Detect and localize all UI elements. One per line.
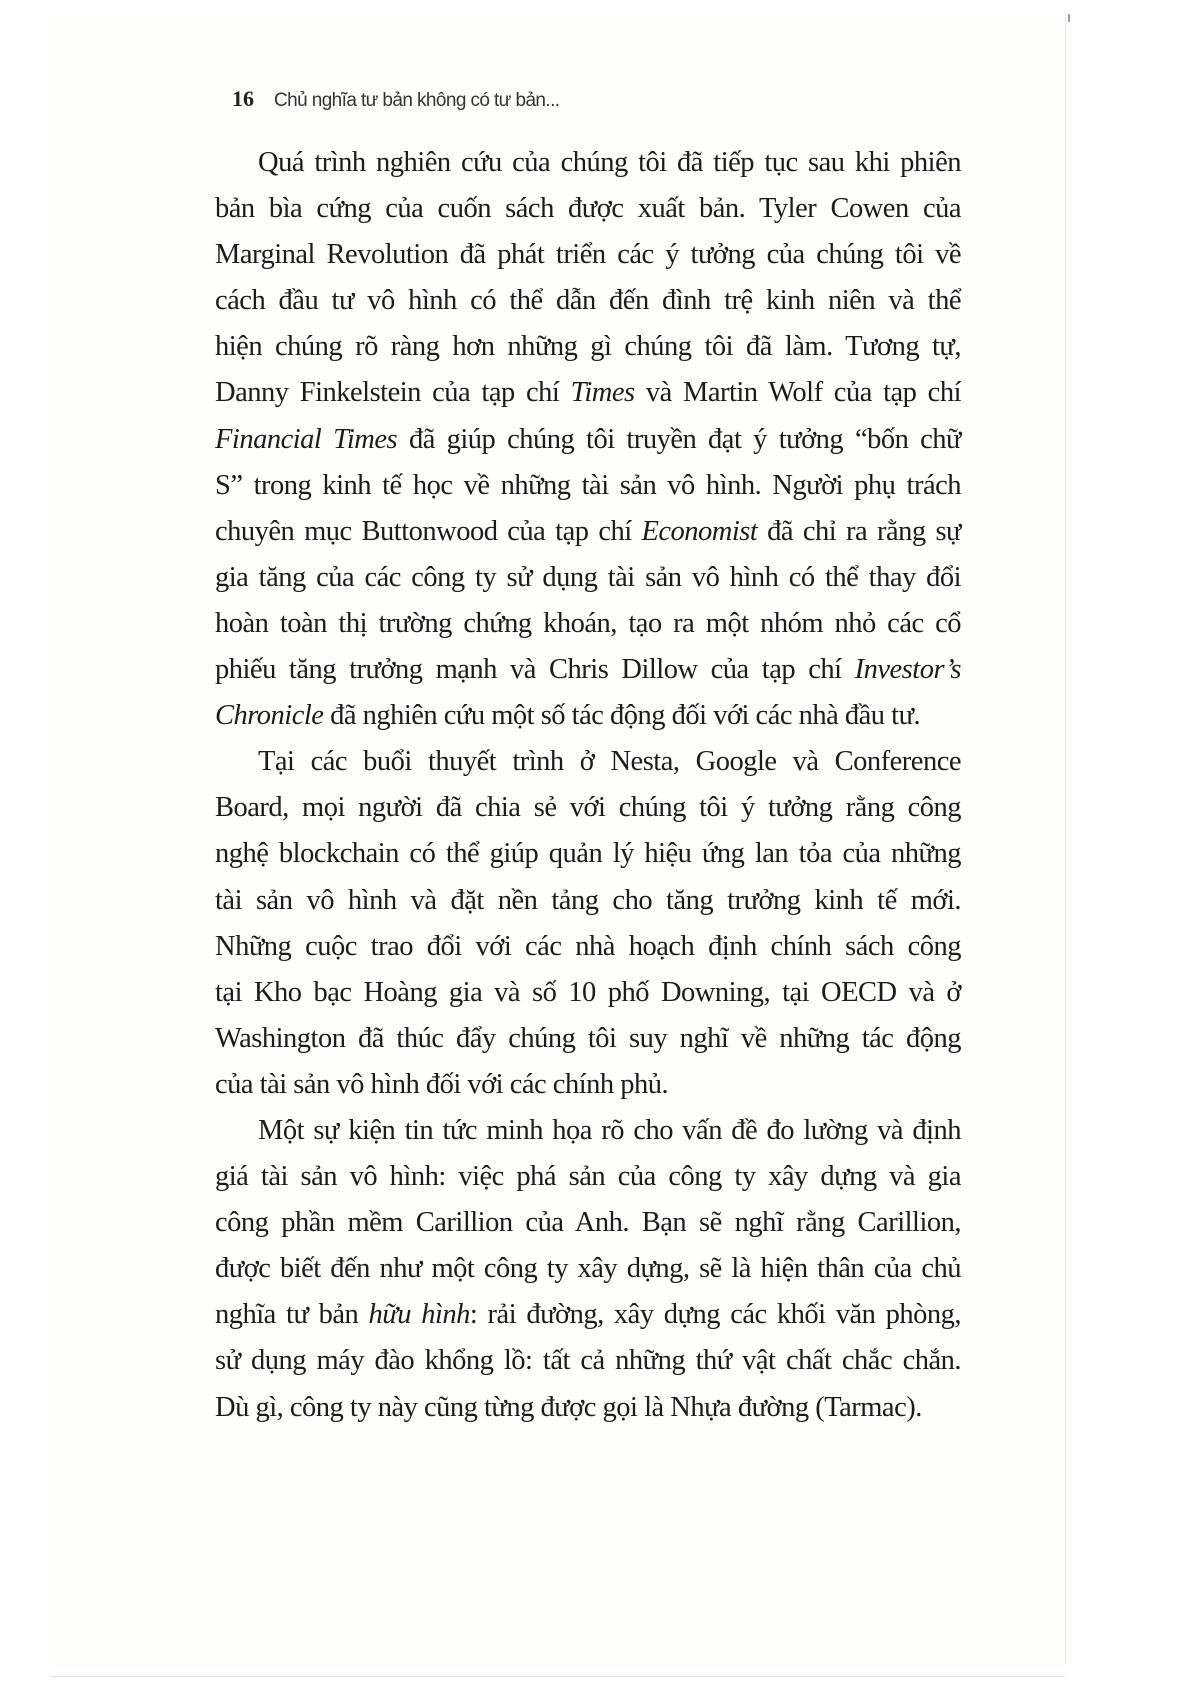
text-segment: : rải đường, xây dựng các khối văn phòng, xyxy=(469,1299,961,1331)
text-segment: hiện chúng rõ ràng hơn những gì chúng tôi đã làm. Tương tự, xyxy=(215,331,961,363)
page-number: 16 xyxy=(232,86,254,111)
text-segment: Marginal Revolution đã phát triển các ý tưởng của chúng tôi về xyxy=(215,239,961,271)
text-segment: Tại các buổi thuyết trình ở Nesta, Google và Conference xyxy=(258,746,961,778)
text-line xyxy=(215,324,961,370)
text-line xyxy=(215,831,961,877)
text-line xyxy=(215,739,961,785)
text-segment: Một sự kiện tin tức minh họa rõ cho vấn đề đo lường và định xyxy=(258,1114,961,1146)
text-segment: Những cuộc trao đổi với các nhà hoạch định chính sách công xyxy=(215,930,961,962)
text-segment: nghĩa tư bản xyxy=(215,1299,369,1331)
text-line xyxy=(215,1062,961,1108)
text-line xyxy=(215,370,961,416)
text-segment: hoàn toàn thị trường chứng khoán, tạo ra một nhóm nhỏ các cổ xyxy=(215,607,961,639)
text-segment: đã chỉ ra rằng sự xyxy=(757,515,961,547)
text-line xyxy=(215,924,961,970)
text-line xyxy=(215,278,961,324)
text-line xyxy=(215,785,961,831)
text-segment: Washington đã thúc đẩy chúng tôi suy nghĩ về những tác động xyxy=(215,1022,961,1054)
text-line xyxy=(215,1338,961,1384)
text-line xyxy=(215,970,961,1016)
page-edge-bottom xyxy=(50,1676,1065,1677)
text-line xyxy=(215,601,961,647)
text-segment: chuyên mục Buttonwood của tạp chí xyxy=(215,515,642,547)
text-segment: nghệ blockchain có thể giúp quản lý hiệu ứng lan tỏa của những xyxy=(215,838,961,870)
text-line xyxy=(215,509,961,555)
text-segment: cách đầu tư vô hình có thể dẫn đến đình trệ kinh niên và thể xyxy=(215,285,961,317)
text-line xyxy=(215,1200,961,1246)
text-line xyxy=(215,463,961,509)
text-segment: đã nghiên cứu một số tác động đối với các nhà đầu tư. xyxy=(323,700,921,732)
text-segment: gia tăng của các công ty sử dụng tài sản vô hình có thể thay đổi xyxy=(215,561,961,593)
text-segment: tài sản vô hình và đặt nền tảng cho tăng trưởng kinh tế mới. xyxy=(215,884,961,916)
text-segment: Danny Finkelstein của tạp chí xyxy=(215,377,571,409)
paragraph xyxy=(215,739,961,1108)
italic-text: hữu hình xyxy=(368,1299,470,1331)
text-line xyxy=(215,1246,961,1292)
text-line xyxy=(215,555,961,601)
text-line xyxy=(215,878,961,924)
text-segment: phiếu tăng trưởng mạnh và Chris Dillow của tạp chí xyxy=(215,654,855,686)
text-line xyxy=(215,417,961,463)
text-line xyxy=(215,1016,961,1062)
text-line xyxy=(215,1108,961,1154)
text-segment: đã giúp chúng tôi truyền đạt ý tưởng “bốn chữ xyxy=(397,423,961,455)
text-line xyxy=(215,232,961,278)
text-segment: Dù gì, công ty này cũng từng được gọi là Nhựa đường (Tarmac). xyxy=(215,1391,922,1423)
text-segment: Board, mọi người đã chia sẻ với chúng tôi ý tưởng rằng công xyxy=(215,792,961,824)
text-line xyxy=(215,186,961,232)
italic-text: Times xyxy=(570,377,635,409)
text-segment: S” trong kinh tế học về những tài sản vô hình. Người phụ trách xyxy=(215,469,961,501)
text-segment: công phần mềm Carillion của Anh. Bạn sẽ nghĩ rằng Carillion, xyxy=(215,1207,961,1239)
paragraph xyxy=(215,1108,961,1431)
text-segment: bản bìa cứng của cuốn sách được xuất bản. Tyler Cowen của xyxy=(215,193,961,225)
text-line xyxy=(215,1154,961,1200)
running-header xyxy=(232,86,559,118)
paragraph xyxy=(215,140,961,739)
text-line xyxy=(215,1385,961,1431)
text-segment: tại Kho bạc Hoàng gia và số 10 phố Downing, tại OECD và ở xyxy=(215,976,961,1008)
text-line xyxy=(215,140,961,186)
running-title: Chủ nghĩa tư bản không có tư bản... xyxy=(274,90,560,111)
italic-text: Financial Times xyxy=(215,423,398,455)
page-edge-right xyxy=(1065,14,1066,1664)
text-line xyxy=(215,1292,961,1338)
scan-mark xyxy=(1068,14,1070,22)
text-line xyxy=(215,647,961,693)
text-segment: được biết đến như một công ty xây dựng, sẽ là hiện thân của chủ xyxy=(215,1253,961,1285)
italic-text: Investor’s xyxy=(854,654,961,686)
text-segment: và Martin Wolf của tạp chí xyxy=(634,377,961,409)
text-segment: giá tài sản vô hình: việc phá sản của công ty xây dựng và gia xyxy=(215,1161,961,1193)
italic-text: Chronicle xyxy=(215,700,324,732)
text-line xyxy=(215,693,961,739)
text-segment: của tài sản vô hình đối với các chính phủ. xyxy=(215,1068,669,1100)
text-segment: sử dụng máy đào khổng lồ: tất cả những thứ vật chất chắc chắn. xyxy=(215,1345,961,1377)
text-segment: Quá trình nghiên cứu của chúng tôi đã tiếp tục sau khi phiên xyxy=(258,147,961,178)
italic-text: Economist xyxy=(641,515,758,547)
body-text xyxy=(215,140,961,1431)
